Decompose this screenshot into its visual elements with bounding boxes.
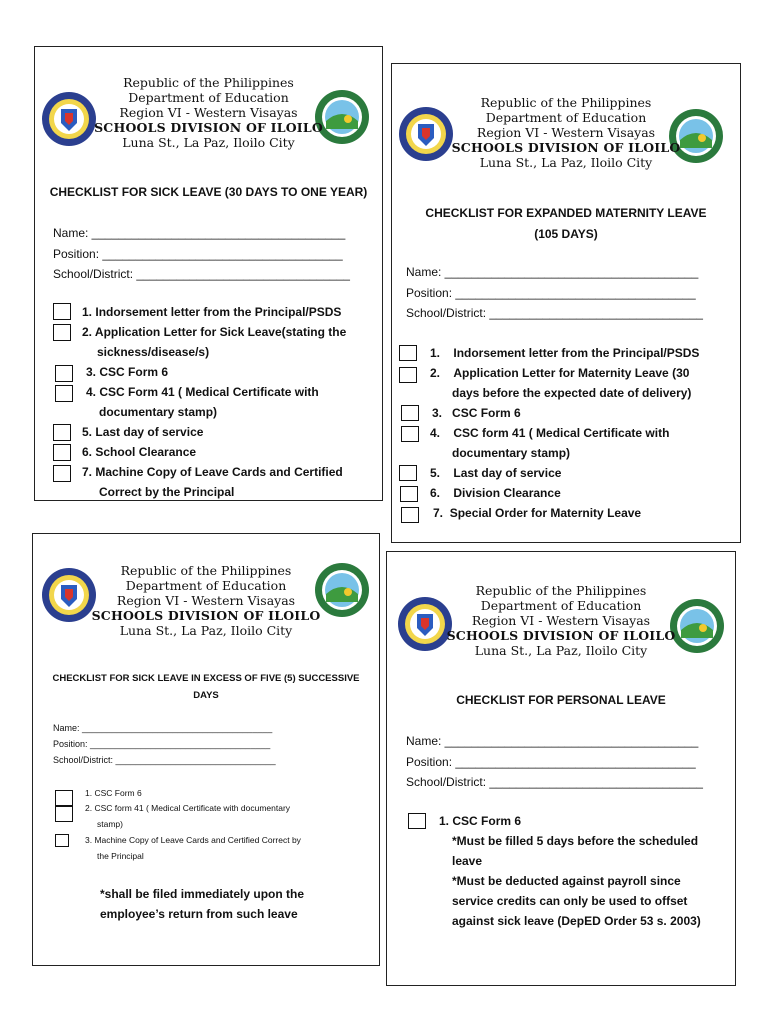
header-line-2: Department of Education	[128, 90, 289, 105]
position-field[interactable]: Position: ____________________________________	[53, 739, 271, 749]
checklist-item-label: Machine Copy of Leave Cards and Certified	[95, 465, 343, 479]
agency-header	[392, 95, 740, 170]
checkbox[interactable]	[53, 465, 71, 482]
header-line-1: Republic of the Philippines	[480, 95, 652, 110]
applicant-fields	[53, 720, 276, 768]
name-field[interactable]: Name: ______________________________________	[406, 265, 699, 279]
header-line-5: Luna St., La Paz, Iloilo City	[119, 623, 293, 638]
checkbox[interactable]	[400, 486, 418, 502]
checkbox[interactable]	[408, 813, 426, 829]
checklist-item-label: Last day of service	[95, 425, 204, 439]
applicant-fields	[406, 262, 703, 324]
checkbox[interactable]	[399, 465, 417, 481]
school-district-field[interactable]: School/District: ________________________________	[406, 306, 703, 320]
school-district-field[interactable]: School/District: ________________________________	[406, 775, 703, 789]
checklist-item-label: Indorsement letter from the Principal/PSDS	[453, 346, 700, 360]
checklist-title: CHECKLIST FOR PERSONAL LEAVE	[456, 693, 666, 707]
checkbox[interactable]	[55, 385, 73, 402]
header-line-3: Region VI - Western Visayas	[119, 105, 298, 120]
checklist-item-label: CSC Form 6	[94, 788, 142, 798]
checklist-item-label: Division Clearance	[453, 486, 561, 500]
checkbox[interactable]	[55, 365, 73, 382]
checklist-item-label: CSC Form 41 ( Medical Certificate with	[99, 385, 319, 399]
name-field[interactable]: Name: ______________________________________	[406, 734, 699, 748]
school-district-field[interactable]: School/District: ________________________________	[53, 267, 350, 281]
checklist-items: 1. CSC Form 6 2. CSC form 41 ( Medical Certificate with documentary stamp) 3. Machine Copy of Leave Cards and Certified Correct by the Principal	[55, 786, 377, 864]
header-line-5: Luna St., La Paz, Iloilo City	[474, 643, 648, 658]
checkbox[interactable]	[53, 444, 71, 461]
name-field[interactable]: Name: ______________________________________	[53, 226, 346, 240]
applicant-fields	[53, 223, 350, 285]
header-line-4: SCHOOLS DIVISION OF ILOILO	[451, 140, 681, 155]
position-field[interactable]: Position: ____________________________________	[406, 754, 696, 769]
checklist-item-label: CSC Form 6	[99, 365, 169, 379]
header-line-1: Republic of the Philippines	[120, 563, 292, 578]
header-line-3: Region VI - Western Visayas	[471, 613, 651, 628]
header-line-4: SCHOOLS DIVISION OF ILOILO	[446, 628, 676, 643]
checkbox[interactable]	[399, 345, 417, 361]
checkbox[interactable]	[55, 834, 69, 847]
checklist-items: 1. Indorsement letter from the Principal/PSDS 2. Application Letter for Maternity Leave (30 days before the expected date of delivery) 3. CSC Form 6 4. CSC form 41 ( Medical Certificate with documentary stamp) 5. Last day of service 6. Division Clearance 7. Special Order for Maternity Leave	[399, 343, 737, 523]
header-line-5: Luna St., La Paz, Iloilo City	[479, 155, 653, 170]
checklist-title: CHECKLIST FOR SICK LEAVE IN EXCESS OF FIVE (5) SUCCESSIVE DAYS	[52, 673, 360, 701]
filing-note: *shall be filed immediately upon the employee’s return from such leave	[100, 887, 305, 921]
checkbox[interactable]	[401, 507, 419, 523]
checklist-item-label: CSC form 41 ( Medical Certificate with	[453, 426, 670, 440]
checklist-card-personal-leave	[386, 551, 736, 986]
checkbox[interactable]	[401, 426, 419, 442]
checklist-item-label: Application Letter for Sick Leave(stating the	[94, 325, 347, 339]
checklist-item-label: CSC form 41 ( Medical Certificate with documentary	[94, 803, 291, 813]
checklist-title: CHECKLIST FOR SICK LEAVE (30 DAYS TO ONE YEAR)	[49, 185, 368, 199]
checkbox[interactable]	[53, 303, 71, 320]
header-line-2: Department of Education	[480, 598, 642, 613]
position-field[interactable]: Position: ____________________________________	[53, 246, 343, 261]
checklist-item-label: School Clearance	[95, 445, 197, 459]
checklist-item-label: Last day of service	[453, 466, 562, 480]
checkbox[interactable]	[55, 806, 73, 822]
personal-leave-notes: *Must be filled 5 days before the scheduled leave *Must be deducted against payroll since service credits can only be used to offset against sick leave (DepED Order 53 s. 2003)	[452, 834, 701, 928]
checklist-card-expanded-maternity-leave	[391, 63, 741, 543]
checklist-item-label: Application Letter for Maternity Leave (30	[453, 366, 690, 380]
checkbox[interactable]	[53, 324, 71, 341]
checkbox[interactable]	[399, 367, 417, 383]
agency-header	[33, 563, 379, 638]
checkbox[interactable]	[401, 405, 419, 421]
checklist-item-label: CSC Form 6	[452, 406, 521, 420]
header-line-2: Department of Education	[125, 578, 287, 593]
checklist-card-sick-leave-30-days	[34, 46, 383, 501]
checklist-items: 1. Indorsement letter from the Principal/PSDS 2. Application Letter for Sick Leave(stating the sickness/disease/s) 3. CSC Form 6 4. CSC Form 41 ( Medical Certificate with documentary stamp) 5. Last day of service 6. School Clearance 7. Machine Copy of Leave Cards and Certified Correct by the Principal	[53, 302, 373, 502]
checklist-items: 1. CSC Form 6 *Must be filled 5 days before the scheduled leave *Must be deducted against payroll since service credits can only be used to offset against sick leave (DepED Order 53 s. 2003)	[408, 811, 733, 931]
checklist-card-sick-leave-excess-five-days	[32, 533, 380, 966]
header-line-2: Department of Education	[485, 110, 647, 125]
applicant-fields	[406, 731, 703, 793]
header-line-1: Republic of the Philippines	[475, 583, 647, 598]
name-field[interactable]: Name: ______________________________________	[53, 723, 273, 733]
header-line-3: Region VI - Western Visayas	[476, 125, 656, 140]
checkbox[interactable]	[53, 424, 71, 441]
header-line-4: SCHOOLS DIVISION OF ILOILO	[91, 608, 321, 623]
checklist-item-label: CSC Form 6	[452, 814, 522, 828]
agency-header	[387, 583, 735, 658]
header-line-4: SCHOOLS DIVISION OF ILOILO	[94, 120, 323, 135]
header-line-3: Region VI - Western Visayas	[116, 593, 296, 608]
checklist-item-label: Machine Copy of Leave Cards and Certified Correct by	[94, 835, 301, 845]
agency-header	[35, 75, 382, 150]
checklist-item-label: Special Order for Maternity Leave	[449, 506, 642, 520]
position-field[interactable]: Position: ____________________________________	[406, 285, 696, 300]
checklist-title: CHECKLIST FOR EXPANDED MATERNITY LEAVE (105 DAYS)	[425, 206, 707, 241]
checklist-item-label: Indorsement letter from the Principal/PSDS	[95, 305, 342, 319]
header-line-1: Republic of the Philippines	[123, 75, 294, 90]
school-district-field[interactable]: School/District: ________________________________	[53, 755, 276, 765]
header-line-5: Luna St., La Paz, Iloilo City	[122, 135, 295, 150]
